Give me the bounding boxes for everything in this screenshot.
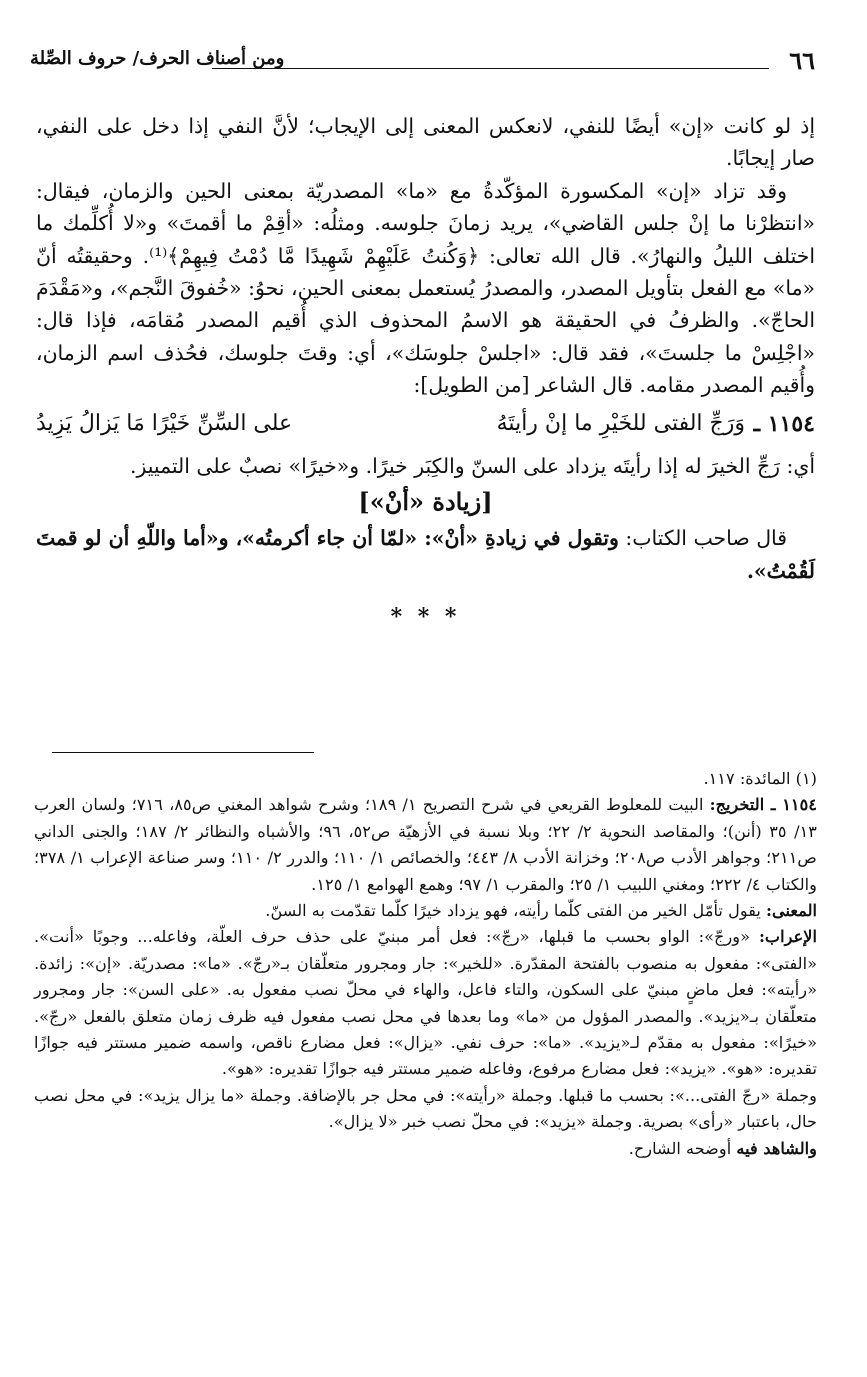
footnote xyxy=(34,924,817,1082)
paragraph xyxy=(36,522,815,587)
section-heading: [زيادة «أنْ»] xyxy=(358,487,493,517)
footnote-text: أوضحه الشارح. xyxy=(628,1138,732,1158)
main-text xyxy=(36,110,815,634)
verse-number: ١١٥٤ ـ xyxy=(753,410,815,437)
verse-first-hemistich: وَرَجِّ الفتى للخَيْرِ ما إنْ رأيتَهُ xyxy=(496,410,745,436)
paragraph: وقد تزاد «إن» المكسورة المؤكّدةُ مع «ما» المصدريّة بمعنى الحين والزمان، فيقال: «انتظرْنا ما إنْ جلس القاضي»، يريد زمانَ جلوسه. ومثلُه: «أقِمْ ما أقمتَ» و«لا أُكلِّمك ما اختلف الليلُ والنهارُ». قال الله تعالى: ﴿وَكُنتُ عَلَيْهِمْ شَهِيدًا مَّا دُمْتُ فِيهِمْ﴾⁽¹⁾. وحقيقتُه أنّ «ما» مع الفعل بتأويل المصدر، والمصدرُ يُستعمل بمعنى الحين، نحوُ: «خُفوقَ النَّجم»، و«مَقْدَمَ الحاجّ». والظرفُ في الحقيقة هو الاسمُ المحذوف الذي أُقيم المصدر مُقامَه، فإذا قال: «اجْلِسْ ما جلستَ»، فقد قال: «اجلسْ جلوسَك»، أي: وقتَ جلوسك، فحُذف اسم الزمان، وأُقيم المصدر مقامه. قال الشاعر [من الطويل]: xyxy=(36,178,815,398)
running-header xyxy=(30,46,815,82)
verse-second-hemistich: على السِّنِّ خَيْرًا مَا يَزالُ يَزِيدُ xyxy=(36,410,293,436)
author-quote: وتقول في زيادةِ «أنْ»: «لمّا أن جاء أكرمتُه»، و«أما واللّهِ أن لو قمتَ لَقُمْتُ». xyxy=(36,526,815,583)
page-number: ٦٦ xyxy=(789,46,815,75)
poetry-verse xyxy=(36,408,815,450)
footnote: وجملة «رجّ الفتى...»: بحسب ما قبلها. وجملة «رأيته»: في محل جر بالإضافة. وجملة «ما يزال يزيد»: في محل نصب حال، باعتبار «رأى» بصرية. وجملة «يزيد»: في محلّ نصب خبر «لا يزال». xyxy=(34,1085,817,1132)
footnote-label: الإعراب: xyxy=(758,927,817,947)
footnote-rule xyxy=(52,752,314,753)
footnote: (١) المائدة: ١١٧. xyxy=(703,769,817,788)
verse-gloss: أي: رَجِّ الخيرَ له إذا رأيتَه يزداد على السنّ والكِبَر خيرًا. و«خيرًا» نصبٌ على التمييز. xyxy=(130,453,815,478)
section-divider: * * * xyxy=(390,604,461,631)
footnote-label: المعنى: xyxy=(766,901,817,921)
author-intro: قال صاحب الكتاب: xyxy=(625,526,787,551)
paragraph: إذ لو كانت «إن» أيضًا للنفي، لانعكس المعنى إلى الإيجاب؛ لأنَّ النفي إذا دخل على النفي، صار إيجابًا. xyxy=(36,114,815,171)
footnote xyxy=(34,792,817,898)
header-rule xyxy=(212,68,769,69)
running-title: ومن أصناف الحرف/ حروف الصِّلة xyxy=(30,48,285,69)
footnote-text: يقول تأمّل الخير من الفتى كلّما رأيته، فهو يزداد خيرًا كلّما تقدّمت به السنّ. xyxy=(265,901,761,921)
footnote-text: البيت للمعلوط القريعي في شرح التصريح ١/ ١٨٩؛ وشرح شواهد المغني ص٨٥، ٧١٦؛ ولسان العرب ١٣/ ٣٥ (أنن)؛ والمقاصد النحوية ٢/ ٢٢؛ وبلا نسبة في الأزهيّة ص٥٢، ٩٦؛ والأشباه والنظائر ٢/ ١٨٧؛ والجنى الداني ص٢١١؛ وجواهر الأدب ص٢٠٨؛ وخزانة الأدب ٨/ ٤٤٣؛ والخصائص ١/ ١١٠؛ والدرر ٢/ ١١٠؛ وسر صناعة الإعراب ١/ ٣٧٨؛ والكتاب ٤/ ٢٢٢؛ ومغني اللبيب ١/ ٢٥؛ والمقرب ١/ ٩٧؛ وهمع الهوامع ١/ ١٢٥. xyxy=(34,795,817,894)
footnotes xyxy=(34,766,817,1162)
footnote-label: ١١٥٤ ـ التخريج: xyxy=(709,795,818,815)
footnote xyxy=(34,1136,817,1162)
footnote-label: والشاهد فيه xyxy=(736,1138,817,1158)
footnote xyxy=(34,898,817,924)
footnote-text: «ورجّ»: الواو بحسب ما قبلها، «رجّ»: فعل أمر مبنيّ على حذف حرف العلّة، وفاعله... وجوبًا «أنت». «الفتى»: مفعول به منصوب بالفتحة المقدّرة. «للخير»: جار ومجرور متعلّقان بـ«رجّ». «ما»: مصدريّة. «إن»: زائدة. «رأيته»: فعل ماضٍ مبنيّ على السكون، والتاء فاعل، والهاء في محلّ نصب مفعول به. «على السن»: جار ومجرور متعلّقان بـ«يزيد». والمصدر المؤول من «ما» وما بعدها في محل نصب مفعول فيه ظرف زمان متعلق بالفعل «رجّ». «خيرًا»: مفعول به مقدّم لـ«يزيد». «ما»: حرف نفي. «يزال»: فعل مضارع ناقص، واسمه ضمير مستتر فيه جوازًا تقديره: «هو». «يزيد»: فعل مضارع مرفوع، وفاعله ضمير مستتر فيه جوازًا تقديره: «هو». xyxy=(34,927,817,1079)
